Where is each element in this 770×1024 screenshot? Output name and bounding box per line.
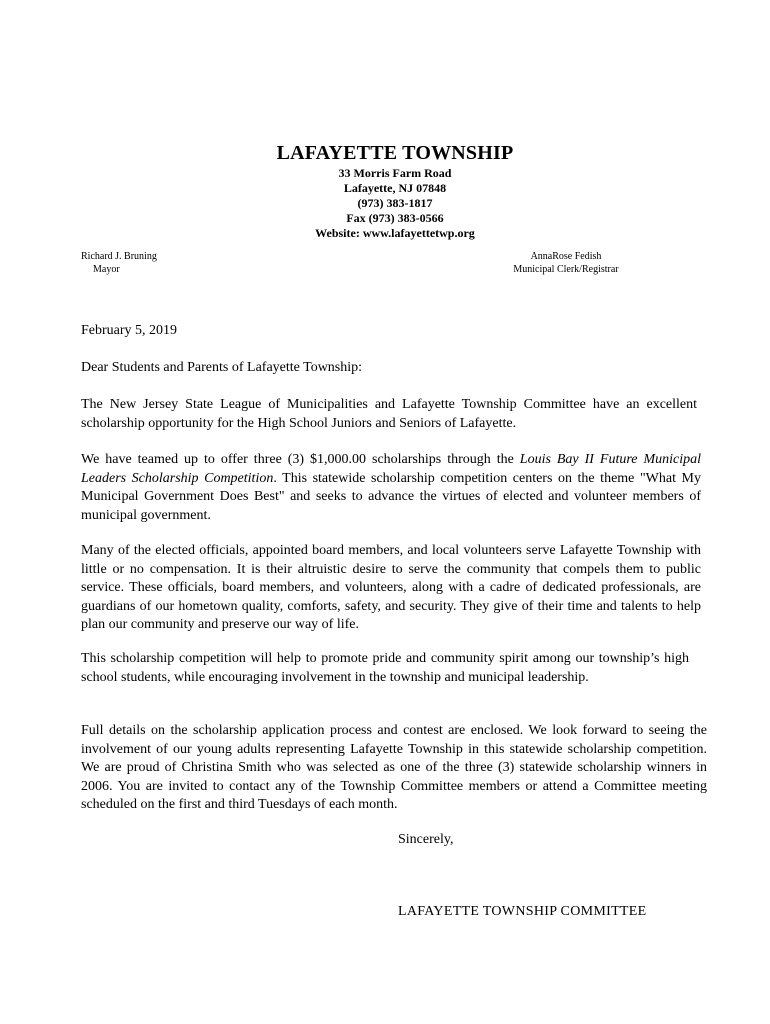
paragraph-3: Many of the elected officials, appointed board members, and local volunteers serve Lafayette Township with little or no compensation. It is their altruistic desire to serve the community that compels them to public service. These officials, board members, and volunteers, along with a cadre of dedicated professionals, are guardians of our hometown quality, comforts, safety, and security. They give of their time and talents to help plan our community and preserve our way of life. (81, 543, 701, 633)
competition-name: Louis Bay II Future Municipal Leaders Scholarship Competition (81, 452, 701, 486)
salutation: Dear Students and Parents of Lafayette Township: (81, 360, 363, 375)
paragraph-5: Full details on the scholarship application process and contest are enclosed. We look forward to seeing the involvement of our young adults representing Lafayette Township in this statewide scholarship competition. We are proud of Christina Smith who was selected as one of the three (3) statewide scholarship winners in 2006. You are invited to contact any of the Township Committee members or attend a Committee meeting scheduled on the first and third Tuesdays of each month. (81, 723, 707, 813)
website: Website: www.lafayettetwp.org (315, 226, 475, 240)
clerk-title: Municipal Clerk/Registrar (513, 264, 619, 275)
address-line-1: 33 Morris Farm Road (338, 166, 452, 180)
letter-date: February 5, 2019 (81, 323, 178, 338)
mayor-title: Mayor (93, 264, 120, 275)
paragraph-2-rest: . This statewide scholarship competition centers on the theme "What My Municipal Government Does Best" and seeks to advance the virtues of elected and volunteer members of municipal government. (81, 470, 701, 523)
mayor-name: Richard J. Bruning (81, 251, 157, 262)
phone-number: (973) 383-1817 (357, 196, 433, 210)
paragraph-4: This scholarship competition will help to promote pride and community spirit among our township’s high school students, while encouraging involvement in the township and municipal leadership. (81, 651, 689, 685)
mayor-block (81, 250, 157, 276)
clerk-block (511, 250, 621, 276)
closing: Sincerely, (398, 832, 454, 847)
paragraph-2-intro: We have teamed up to offer three (3) $1,000.00 scholarships through the (81, 452, 520, 467)
address-line-2: Lafayette, NJ 07848 (343, 181, 447, 195)
signature-block: LAFAYETTE TOWNSHIP COMMITTEE (398, 904, 647, 919)
clerk-name: AnnaRose Fedish (530, 251, 602, 262)
paragraph-2 (81, 451, 701, 525)
letterhead (0, 140, 770, 241)
fax-number: Fax (973) 383-0566 (346, 211, 444, 225)
paragraph-1: The New Jersey State League of Municipalities and Lafayette Township Committee have an excellent scholarship opportunity for the High School Juniors and Seniors of Lafayette. (81, 397, 697, 431)
organization-name: LAFAYETTE TOWNSHIP (276, 142, 514, 164)
